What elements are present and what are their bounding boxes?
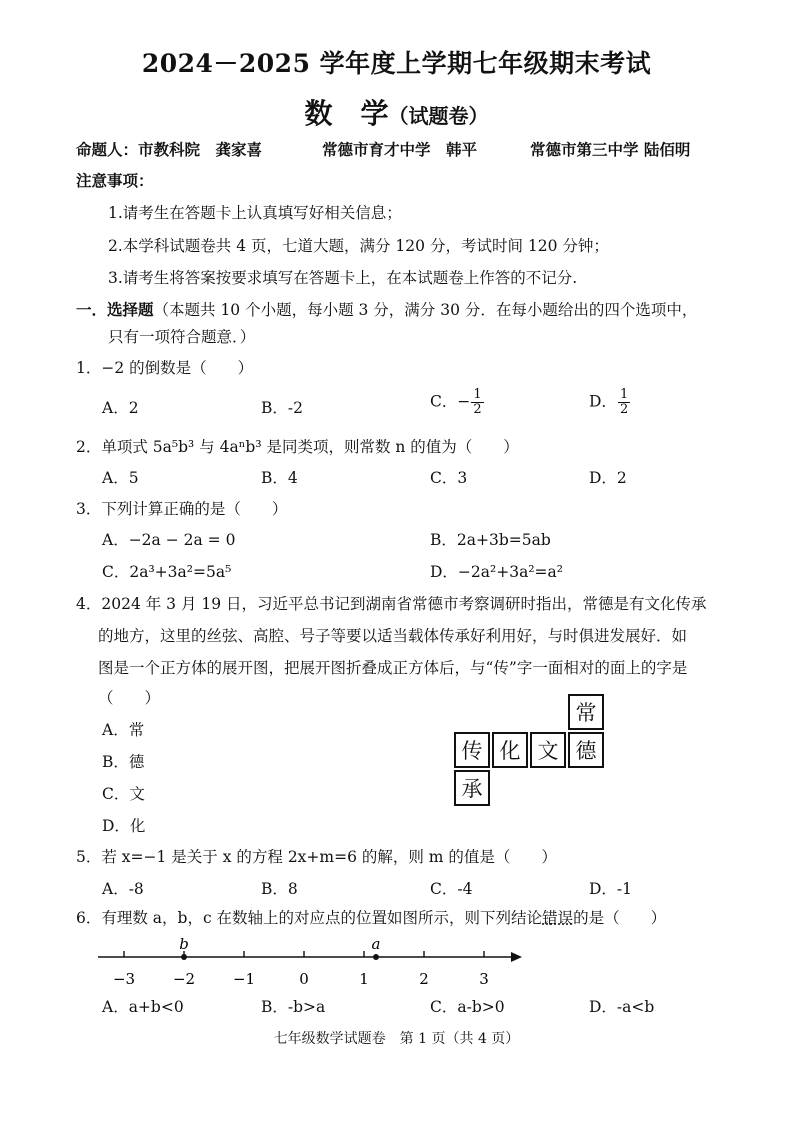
q4-blank: （ ） bbox=[98, 689, 161, 707]
q4-line-3: 图是一个正方体的展开图，把展开图折叠成正方体后，与“传”字一面相对的面上的字是 bbox=[98, 659, 688, 677]
number-line-tick-label: −1 bbox=[232, 970, 256, 988]
q1-option-d bbox=[589, 388, 630, 417]
net-cell-de: 德 bbox=[568, 732, 604, 768]
q1-option-c-label: C．− bbox=[430, 392, 471, 411]
q2-option-d: D．2 bbox=[589, 469, 627, 487]
q1-option-a: A．2 bbox=[102, 399, 139, 417]
q6-option-c: C．a-b>0 bbox=[430, 998, 505, 1016]
subject-name: 数 学 bbox=[304, 97, 389, 130]
q5-option-c: C．-4 bbox=[430, 880, 473, 898]
number-line-point-label-b: b bbox=[179, 935, 189, 953]
net-cell-chang: 常 bbox=[568, 694, 604, 730]
section-heading bbox=[76, 298, 697, 320]
number-line-point-b bbox=[181, 954, 187, 960]
q1-stem: 1．−2 的倒数是（ ） bbox=[76, 359, 254, 377]
section-title: 一．选择题 bbox=[76, 300, 154, 319]
number-line-tick-label: −2 bbox=[172, 970, 196, 988]
number-line-tick-label: 1 bbox=[359, 970, 369, 988]
subject-note: （试题卷） bbox=[388, 104, 489, 128]
number-line-point-a bbox=[373, 954, 379, 960]
q4-line-2: 的地方，这里的丝弦、高腔、号子等要以适当载体传承好利用好，与时俱进发展好．如 bbox=[98, 627, 688, 645]
author-1: 命题人：市教科院 龚家喜 bbox=[76, 140, 263, 159]
q2-option-b: B．4 bbox=[261, 469, 298, 487]
number-line-point-label-a: a bbox=[371, 935, 381, 953]
author-3: 常德市第三中学 陆佰明 bbox=[530, 140, 691, 159]
section-desc: （本题共 10 个小题，每小题 3 分，满分 30 分．在每小题给出的四个选项中， bbox=[153, 301, 698, 319]
subject-title bbox=[0, 92, 793, 132]
q6-stem bbox=[76, 906, 666, 928]
author-2: 常德市育才中学 韩平 bbox=[322, 140, 478, 159]
q4-option-d: D．化 bbox=[102, 817, 146, 835]
number-line-tick-label: 2 bbox=[419, 970, 429, 988]
q6-stem-c: 的是（ ） bbox=[573, 909, 667, 927]
number-line-tick-label: 0 bbox=[299, 970, 309, 988]
q1-option-c-fraction: $\frac{1}{2}$ bbox=[473, 387, 482, 417]
exam-title: 2024－2025 学年度上学期七年级期末考试 bbox=[141, 49, 652, 78]
q6-stem-emphasis: 错误 bbox=[542, 909, 574, 927]
q6-option-a: A．a+b<0 bbox=[102, 998, 184, 1016]
q5-option-b: B．8 bbox=[261, 880, 298, 898]
q6-option-b: B．-b>a bbox=[261, 998, 326, 1016]
q6-option-d: D．-a<b bbox=[589, 998, 655, 1016]
page-footer: 七年级数学试题卷 第 1 页（共 4 页） bbox=[273, 1031, 520, 1047]
q2-stem: 2．单项式 5a⁵b³ 与 4aⁿb³ 是同类项，则常数 n 的值为（ ） bbox=[76, 438, 519, 456]
notice-item-3: 3.请考生将答案按要求填写在答题卡上，在本试题卷上作答的不记分. bbox=[108, 269, 578, 287]
number-line bbox=[96, 935, 526, 991]
notice-item-2: 2.本学科试题卷共 4 页，七道大题，满分 120 分，考试时间 120 分钟； bbox=[108, 237, 609, 255]
net-cell-chuan: 传 bbox=[454, 732, 490, 768]
q1-option-d-fraction: $\frac{1}{2}$ bbox=[619, 387, 629, 417]
q6-stem-a: 6．有理数 a，b，c 在数轴上的对应点的位置如图所示，则下列结论 bbox=[76, 909, 543, 927]
q2-option-a: A．5 bbox=[102, 469, 139, 487]
number-line-arrow bbox=[511, 952, 522, 962]
number-line-tick-label: 3 bbox=[479, 970, 489, 988]
net-cell-cheng: 承 bbox=[454, 770, 490, 806]
q4-line-1: 4．2024 年 3 月 19 日，习近平总书记到湖南省常德市考察调研时指出，常德是有文化传承 bbox=[76, 595, 707, 613]
q1-option-d-label: D． bbox=[589, 392, 617, 411]
q3-option-c: C．2a³+3a²=5a⁵ bbox=[102, 563, 232, 581]
notice-heading: 注意事项： bbox=[76, 171, 154, 190]
q3-stem: 3．下列计算正确的是（ ） bbox=[76, 500, 288, 518]
q2-option-c: C．3 bbox=[430, 469, 468, 487]
q4-option-c: C．文 bbox=[102, 785, 145, 803]
q4-option-a: A．常 bbox=[102, 721, 145, 739]
q3-option-b: B．2a+3b=5ab bbox=[430, 531, 551, 549]
q3-option-d: D．−2a²+3a²=a² bbox=[430, 563, 563, 581]
q3-option-a: A．−2a − 2a = 0 bbox=[102, 531, 236, 549]
notice-item-1: 1.请考生在答题卡上认真填写好相关信息； bbox=[108, 204, 402, 222]
net-cell-wen: 文 bbox=[530, 732, 566, 768]
section-desc-2: 只有一项符合题意．） bbox=[108, 328, 256, 346]
number-line-tick-label: −3 bbox=[112, 970, 136, 988]
q1-option-c bbox=[430, 388, 484, 417]
q5-stem: 5．若 x=−1 是关于 x 的方程 2x+m=6 的解，则 m 的值是（ ） bbox=[76, 848, 557, 866]
net-cell-hua: 化 bbox=[492, 732, 528, 768]
q1-option-b: B．-2 bbox=[261, 399, 303, 417]
q4-option-b: B．德 bbox=[102, 753, 145, 771]
q5-option-d: D．-1 bbox=[589, 880, 633, 898]
q5-option-a: A．-8 bbox=[102, 880, 144, 898]
